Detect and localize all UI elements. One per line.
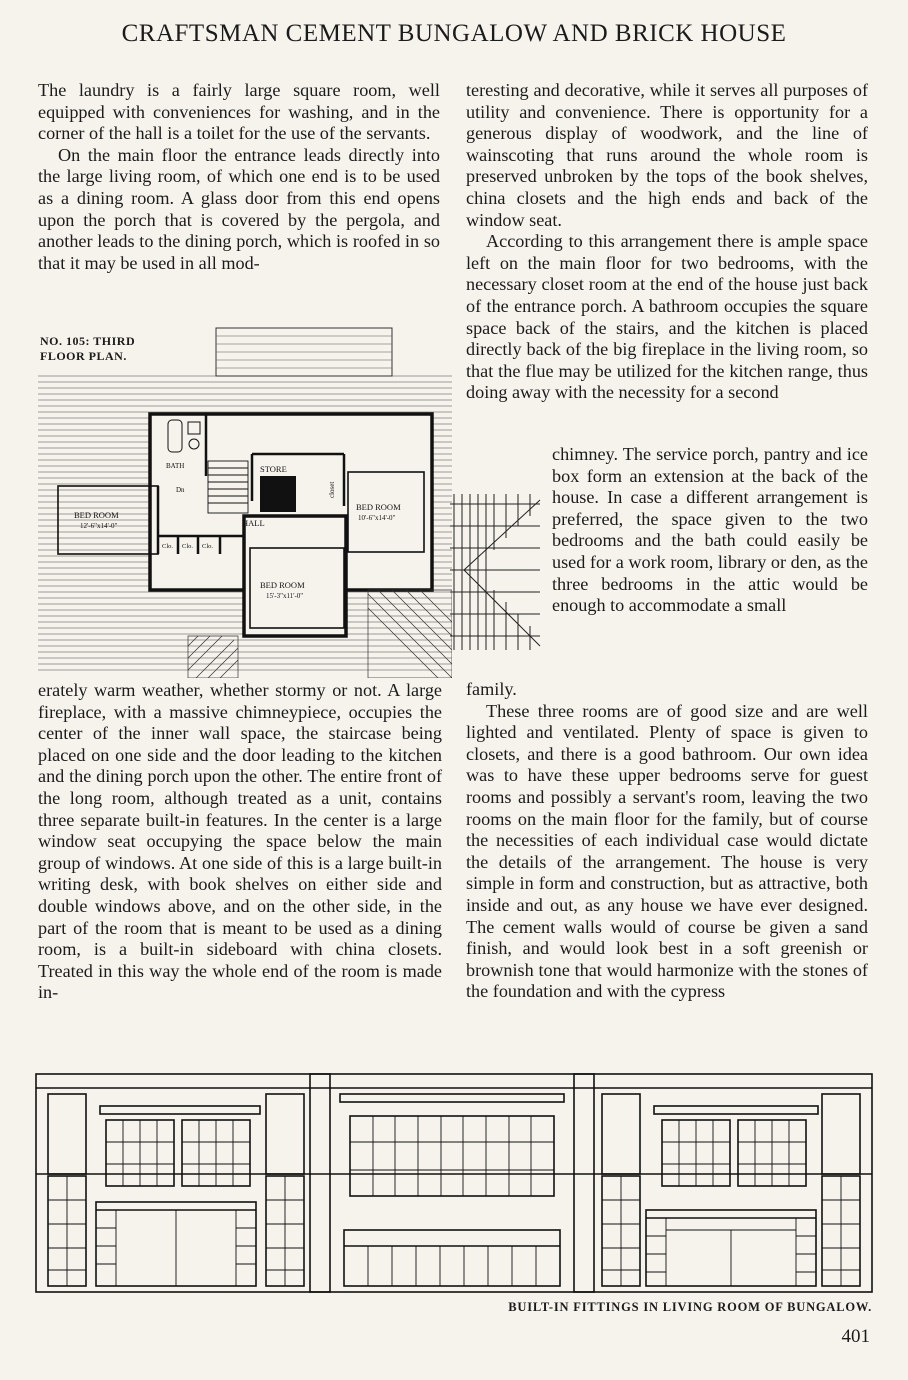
paragraph-fireplace: erately warm weather, whether stormy or not. A large fireplace, with a massive chimneypiece, occupies the center of the inner wall space, the staircase being placed on one side and the door leading to the kitchen and the dining porch upon the other. The entire front of the long room, although treated as a unit, contains three separate built-in features. In the center is a large window seat occupying the space below the main group of windows. At one side of this is a large built-in writing desk, with book shelves on either side and double windows above, and on the other side, in the part of the room that is meant to be used as a dining room, is a built-in sideboard with china closets. Treated in this way the whole end of the room is made in-: [38, 680, 442, 1003]
right-column-bottom: [466, 679, 868, 1003]
figure-caption: BUILT-IN FITTINGS IN LIVING ROOM OF BUNGALOW.: [508, 1300, 872, 1314]
label-clo-3: Clo.: [202, 543, 214, 550]
paragraph-service-porch: chimney. The service porch, pantry and ice box form an extension at the back of the house. In case a different arrangement is preferred, the space given to the two bedrooms and the bath could easily be used for a work room, library or den, as the three bedrooms in the attic would be enough to accommodate a small: [552, 444, 868, 616]
label-store: STORE: [260, 464, 287, 474]
label-bed-room-right-dim: 10'-6"x14'-0": [358, 514, 396, 522]
label-bed-room-bottom-dim: 15'-3"x11'-0": [266, 592, 304, 600]
right-column-middle: [552, 444, 868, 617]
right-column-top: [466, 80, 868, 404]
page-title: CRAFTSMAN CEMENT BUNGALOW AND BRICK HOUSE: [121, 20, 787, 47]
paragraph-main-floor: On the main floor the entrance leads directly into the large living room, of which one end is to be used as a dining room. A glass door from this end opens upon the porch that is covered by the pergola, and another leads to the dining porch, which is roofed in so that it may be used in all mod-: [38, 144, 440, 273]
label-bed-room-left-dim: 12'-6"x14'-0": [80, 522, 118, 530]
floor-plan-caption: [40, 334, 135, 364]
label-closet: closet: [328, 481, 336, 498]
label-bath: BATH: [166, 462, 185, 470]
plan-walls: [150, 414, 432, 636]
paragraph-laundry: The laundry is a fairly large square room, well equipped with conveniences for washing, and in the corner of the hall is a toilet for the use of the servants.: [38, 80, 440, 144]
label-bed-room-left: BED ROOM: [74, 510, 119, 520]
left-column-bottom: [38, 680, 442, 1004]
label-hall: HALL: [242, 518, 265, 528]
label-bed-room-bottom: BED ROOM: [260, 580, 305, 590]
page-number: 401: [841, 1326, 870, 1347]
label-bed-room-right: BED ROOM: [356, 502, 401, 512]
floor-plan-caption-line-2: FLOOR PLAN.: [40, 349, 127, 363]
paragraph-arrangement: According to this arrangement there is ample space left on the main floor for two bedrooms, with the necessary closet room at the end of the house just back of the entrance porch. A bathroom occupies the square space back of the stairs, and the kitchen is placed directly back of the big fireplace in the living room, so that the flue may be utilized for the kitchen range, thus doing away with the necessity for a second: [466, 231, 868, 403]
paragraph-three-rooms: These three rooms are of good size and are well lighted and ventilated. Plenty of space is given to closets, and there is a good bathroom. Our own idea was to have these upper bedrooms serve for guest rooms and possibly a servant's room, leaving the two rooms on the main floor for the family, but of course the necessities of each individual case would dictate the details of the arrangement. The house is very simple in form and construction, but as attractive, both inside and out, as any house we have ever designed. The cement walls would of course be given a sand finish, and would look best in a soft greenish or brownish tone that would harmonize with the stones of the foundation and with the cypress: [466, 700, 868, 1002]
label-dn: Dn: [176, 486, 185, 494]
third-floor-plan-drawing: [38, 326, 452, 678]
label-clo-1: Clo.: [162, 543, 174, 550]
paragraph-woodwork: teresting and decorative, while it serves all purposes of utility and convenience. There is opportunity for a generous display of woodwork, and the line of wainscoting that runs around the whole room is preserved unbroken by the tops of the book shelves, china closets and the high ends and back of the window seat.: [466, 80, 868, 230]
paragraph-family: family.: [466, 679, 517, 699]
left-column-top: [38, 80, 440, 274]
floor-plan-caption-line-1: NO. 105: THIRD: [40, 334, 136, 348]
label-clo-2: Clo.: [182, 543, 194, 550]
rafter-framing-drawing: [444, 490, 544, 652]
built-in-fittings-elevation-drawing: [34, 1070, 874, 1294]
